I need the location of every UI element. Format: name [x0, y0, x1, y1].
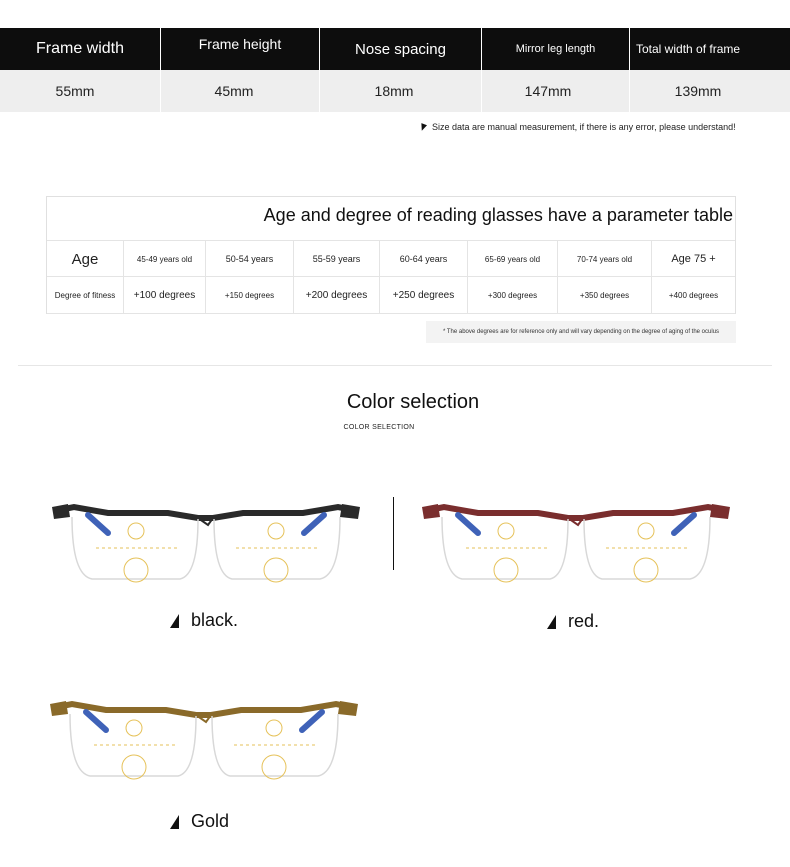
age-cell: 65-69 years old: [467, 241, 557, 277]
color-option-red[interactable]: [547, 611, 599, 632]
size-value-frame-height: 45mm: [214, 83, 254, 99]
color-label: black.: [191, 610, 239, 630]
age-cell: 45-49 years old: [123, 241, 205, 277]
parameter-table: [46, 196, 736, 314]
glasses-gold-image[interactable]: [46, 692, 362, 784]
age-row: [47, 240, 735, 277]
size-note-text: Size data are manual measurement, if there is any error, please understand!: [432, 122, 736, 132]
glasses-red-image[interactable]: [418, 495, 734, 587]
color-section-subtitle: COLOR SELECTION: [343, 424, 415, 431]
size-header-nose-spacing: Nose spacing: [355, 40, 446, 58]
color-option-gold[interactable]: [170, 811, 229, 832]
size-table-values: [0, 70, 790, 112]
degree-cell: +100 degrees: [123, 277, 205, 313]
parameter-table-title: Age and degree of reading glasses have a parameter table: [263, 205, 733, 225]
age-cell: 60-64 years: [379, 241, 467, 277]
size-header-frame-width: Frame width: [35, 40, 125, 57]
size-table-header: [0, 28, 790, 70]
color-label: red.: [568, 611, 600, 631]
degree-label: Degree of fitness: [54, 290, 116, 300]
triangle-icon: [547, 615, 556, 629]
degree-cell: +300 degrees: [467, 277, 557, 313]
size-header-total-width: Total width of frame: [636, 42, 741, 56]
size-value-frame-width: 55mm: [55, 83, 95, 99]
triangle-icon: [170, 614, 179, 628]
degree-cell: +350 degrees: [557, 277, 651, 313]
size-value-nose-spacing: 18mm: [374, 83, 414, 99]
degree-cell: +250 degrees: [379, 277, 467, 313]
age-cell: 50-54 years: [205, 241, 293, 277]
size-value-total-width: 139mm: [674, 83, 722, 99]
section-divider: [18, 365, 772, 366]
pointer-icon: [419, 123, 427, 132]
color-label: Gold: [191, 811, 230, 831]
color-section-title: Color selection: [346, 391, 480, 413]
age-cell: Age 75 +: [651, 241, 735, 277]
triangle-icon: [170, 815, 179, 829]
age-label: Age: [71, 250, 99, 268]
degree-row: [47, 276, 735, 314]
degree-cell: +150 degrees: [205, 277, 293, 313]
size-header-frame-height: Frame height: [198, 36, 282, 52]
parameter-note: * The above degrees are for reference only and will vary depending on the degree of aging of the oculus: [426, 321, 736, 343]
size-note: [420, 122, 736, 132]
glasses-divider: [393, 497, 394, 570]
age-cell: 55-59 years: [293, 241, 379, 277]
degree-cell: +400 degrees: [651, 277, 735, 313]
degree-cell: +200 degrees: [293, 277, 379, 313]
age-cell: 70-74 years old: [557, 241, 651, 277]
glasses-black-image[interactable]: [48, 495, 364, 587]
color-option-black[interactable]: [170, 610, 238, 631]
size-value-mirror-leg: 147mm: [524, 83, 572, 99]
size-header-mirror-leg: Mirror leg length: [515, 43, 596, 55]
